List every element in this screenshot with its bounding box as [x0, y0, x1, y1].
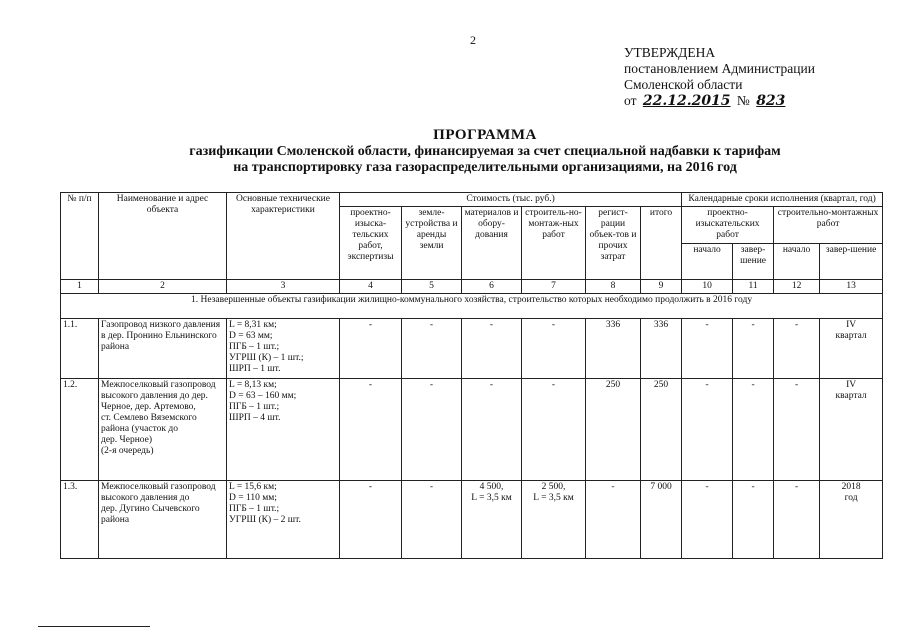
row-end-design: -: [733, 319, 774, 379]
column-number: 11: [733, 280, 774, 294]
column-number: 2: [99, 280, 227, 294]
column-number: 5: [402, 280, 462, 294]
table-row: [61, 481, 883, 559]
row-materials: -: [462, 319, 522, 379]
header-materials: материалов и обору-дования: [462, 207, 522, 280]
row-construction: -: [522, 379, 586, 481]
header-cost: Стоимость (тыс. руб.): [340, 193, 682, 207]
section-row: [61, 294, 883, 319]
column-number: 9: [641, 280, 682, 294]
row-chars: L = 8,31 км; D = 63 мм; ПГБ – 1 шт.; УГРШ (К) – 1 шт.; ШРП – 1 шт.: [227, 319, 340, 379]
title-subtitle-2: на транспортировку газа газораспределительными организациями, на 2016 год: [233, 160, 737, 175]
column-number: 1: [61, 280, 99, 294]
table-row: [61, 319, 883, 379]
section-title: 1. Незавершенные объекты газификации жилищно-коммунального хозяйства, строительство которых необходимо продолжить в 2016 году: [61, 294, 883, 319]
header-land: земле-устройства и аренды земли: [402, 207, 462, 280]
row-start-construction: -: [774, 481, 820, 559]
header-chars: Основные технические характеристики: [227, 193, 340, 280]
row-materials: 4 500, L = 3,5 км: [462, 481, 522, 559]
row-design: -: [340, 319, 402, 379]
header-registration: регист-рации объек-тов и прочих затрат: [586, 207, 641, 280]
row-start-construction: -: [774, 379, 820, 481]
row-num: 1.3.: [61, 481, 99, 559]
row-name: Межпоселковый газопровод высокого давления до дер. Дугино Сычевского района: [99, 481, 227, 559]
row-num: 1.1.: [61, 319, 99, 379]
row-start-design: -: [682, 379, 733, 481]
header-total: итого: [641, 207, 682, 280]
row-start-design: -: [682, 481, 733, 559]
row-construction: 2 500, L = 3,5 км: [522, 481, 586, 559]
row-start-design: -: [682, 319, 733, 379]
header-end-construction: завер-шение: [820, 244, 883, 280]
row-design: -: [340, 481, 402, 559]
approval-line-3: Смоленской области: [624, 77, 743, 92]
header-design-works: проектно-изыскательских работ: [682, 207, 774, 244]
row-land: -: [402, 481, 462, 559]
header-schedule: Календарные сроки исполнения (квартал, год): [682, 193, 883, 207]
table-row: [61, 379, 883, 481]
header-name: Наименование и адрес объекта: [99, 193, 227, 280]
approval-date-line: [624, 93, 815, 109]
program-table: [60, 192, 883, 559]
row-registration: 250: [586, 379, 641, 481]
row-name: Межпоселковый газопровод высокого давления до дер. Черное, дер. Артемово, ст. Семлево Вяземского района (участок до дер. Черное) (2-я очередь): [99, 379, 227, 481]
header-end-design: завер-шение: [733, 244, 774, 280]
row-end-construction: IV квартал: [820, 319, 883, 379]
page-number: 2: [470, 33, 476, 47]
document-title: [60, 127, 905, 176]
row-start-construction: -: [774, 319, 820, 379]
handwritten-number: 823: [756, 93, 786, 109]
header-num: № п/п: [61, 193, 99, 280]
column-number: 4: [340, 280, 402, 294]
date-prefix: от: [624, 93, 637, 108]
row-total: 7 000: [641, 481, 682, 559]
column-number: 8: [586, 280, 641, 294]
column-number: 7: [522, 280, 586, 294]
row-end-construction: IV квартал: [820, 379, 883, 481]
header-construction-works: строительно-монтажных работ: [774, 207, 883, 244]
row-end-design: -: [733, 481, 774, 559]
row-registration: 336: [586, 319, 641, 379]
row-num: 1.2.: [61, 379, 99, 481]
row-registration: -: [586, 481, 641, 559]
row-total: 250: [641, 379, 682, 481]
row-materials: -: [462, 379, 522, 481]
row-end-construction: 2018 год: [820, 481, 883, 559]
header-construction: строитель-но-монтаж-ных работ: [522, 207, 586, 280]
title-subtitle-1: газификации Смоленской области, финансируемая за счет специальной надбавки к тарифам: [189, 144, 781, 159]
footnote-rule: [38, 626, 150, 627]
header-start-design: начало: [682, 244, 733, 280]
row-design: -: [340, 379, 402, 481]
row-chars: L = 8,13 км; D = 63 – 160 мм; ПГБ – 1 шт.; ШРП – 4 шт.: [227, 379, 340, 481]
approval-stamp: [624, 45, 815, 109]
number-sign: №: [736, 93, 750, 108]
row-chars: L = 15,6 км; D = 110 мм; ПГБ – 1 шт.; УГРШ (К) – 2 шт.: [227, 481, 340, 559]
header-design: проектно-изыска-тельских работ, экспертизы: [340, 207, 402, 280]
column-number: 6: [462, 280, 522, 294]
approval-line-2: постановлением Администрации: [624, 61, 815, 76]
handwritten-date: 22.12.2015: [642, 93, 731, 109]
header-start-construction: начало: [774, 244, 820, 280]
column-number: 12: [774, 280, 820, 294]
column-number: 10: [682, 280, 733, 294]
title-main: ПРОГРАММА: [433, 127, 537, 143]
row-construction: -: [522, 319, 586, 379]
header-row-1: [61, 193, 883, 207]
column-number-row: [61, 280, 883, 294]
column-number: 3: [227, 280, 340, 294]
approval-title: УТВЕРЖДЕНА: [624, 45, 716, 60]
row-total: 336: [641, 319, 682, 379]
row-name: Газопровод низкого давления в дер. Пронино Ельнинского района: [99, 319, 227, 379]
row-end-design: -: [733, 379, 774, 481]
row-land: -: [402, 319, 462, 379]
row-land: -: [402, 379, 462, 481]
column-number: 13: [820, 280, 883, 294]
